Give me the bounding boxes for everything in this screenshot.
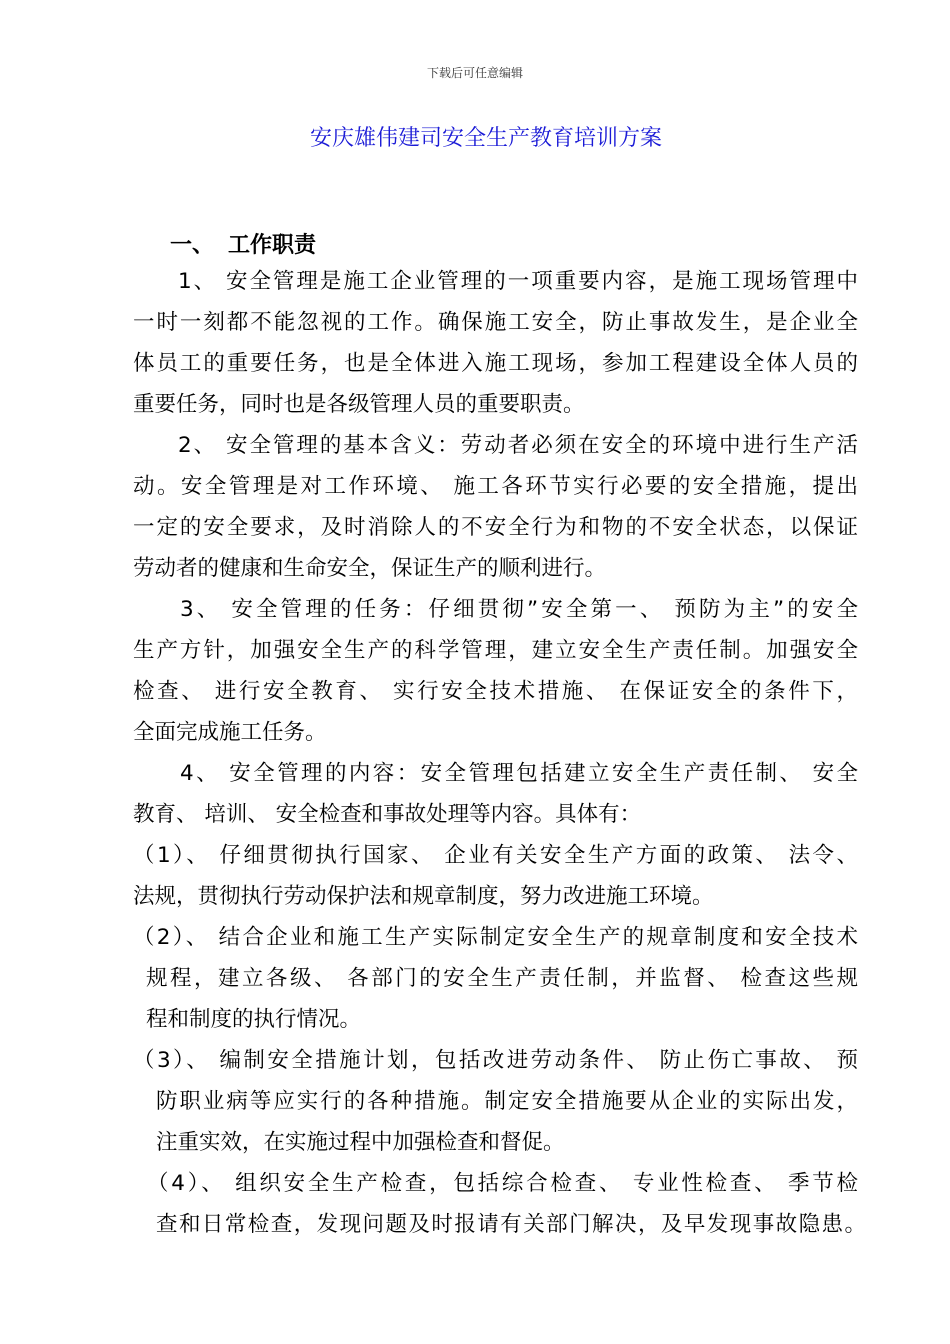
paragraph-line: 1、 安全管理是施工企业管理的一项重要内容，是施工现场管理中 (178, 269, 858, 294)
paragraph-line: 4、 安全管理的内容：安全管理包括建立安全生产责任制、 安全 (180, 761, 858, 786)
paragraph-line: 教育、 培训、 安全检查和事故处理等内容。具体有： (133, 802, 642, 827)
paragraph-line: （2）、 结合企业和施工生产实际制定安全生产的规章制度和安全技术 (133, 925, 858, 950)
paragraph-line: （4）、 组织安全生产检查，包括综合检查、 专业性检查、 季节检 (147, 1171, 858, 1196)
paragraph-line: 查和日常检查，发现问题及时报请有关部门解决，及早发现事故隐患。 (156, 1212, 866, 1237)
paragraph-line: 重要任务，同时也是各级管理人员的重要职责。 (133, 392, 585, 417)
section-heading-text: 工作职责 (228, 233, 317, 258)
paragraph-line: （3）、 编制安全措施计划，包括改进劳动条件、 防止伤亡事故、 预 (133, 1048, 858, 1073)
document-title: 安庆雄伟建司安全生产教育培训方案 (309, 126, 662, 151)
paragraph-line: 劳动者的健康和生命安全，保证生产的顺利进行。 (133, 556, 607, 581)
paragraph-line: 检查、 进行安全教育、 实行安全技术措施、 在保证安全的条件下， (133, 679, 858, 704)
paragraph-line: 程和制度的执行情况。 (146, 1007, 362, 1032)
paragraph-line: 全面完成施工任务。 (133, 720, 327, 745)
paragraph-line: 一时一刻都不能忽视的工作。确保施工安全，防止事故发生，是企业全 (133, 310, 858, 335)
paragraph-line: 动。安全管理是对工作环境、 施工各环节实行必要的安全措施，提出 (133, 474, 858, 499)
section-number: 一、 (170, 233, 215, 258)
paragraph-line: 3、 安全管理的任务：仔细贯彻”安全第一、 预防为主”的安全 (180, 597, 858, 622)
section-heading (170, 228, 316, 259)
paragraph-line: 防职业病等应实行的各种措施。制定安全措施要从企业的实际出发， (156, 1089, 858, 1114)
paragraph-line: 体员工的重要任务，也是全体进入施工现场，参加工程建设全体人员的 (133, 351, 858, 376)
paragraph-line: 2、 安全管理的基本含义：劳动者必须在安全的环境中进行生产活 (178, 433, 858, 458)
header-note: 下载后可任意编辑 (426, 66, 523, 80)
paragraph-line: 一定的安全要求，及时消除人的不安全行为和物的不安全状态，以保证 (133, 515, 858, 540)
paragraph-line: 注重实效，在实施过程中加强检查和督促。 (156, 1130, 565, 1155)
paragraph-line: （1）、 仔细贯彻执行国家、 企业有关安全生产方面的政策、 法令、 (133, 843, 858, 868)
paragraph-line: 规程，建立各级、 各部门的安全生产责任制，并监督、 检查这些规 (146, 966, 858, 991)
paragraph-line: 法规，贯彻执行劳动保护法和规章制度，努力改进施工环境。 (133, 884, 714, 909)
paragraph-line: 生产方针，加强安全生产的科学管理，建立安全生产责任制。加强安全 (133, 638, 858, 663)
